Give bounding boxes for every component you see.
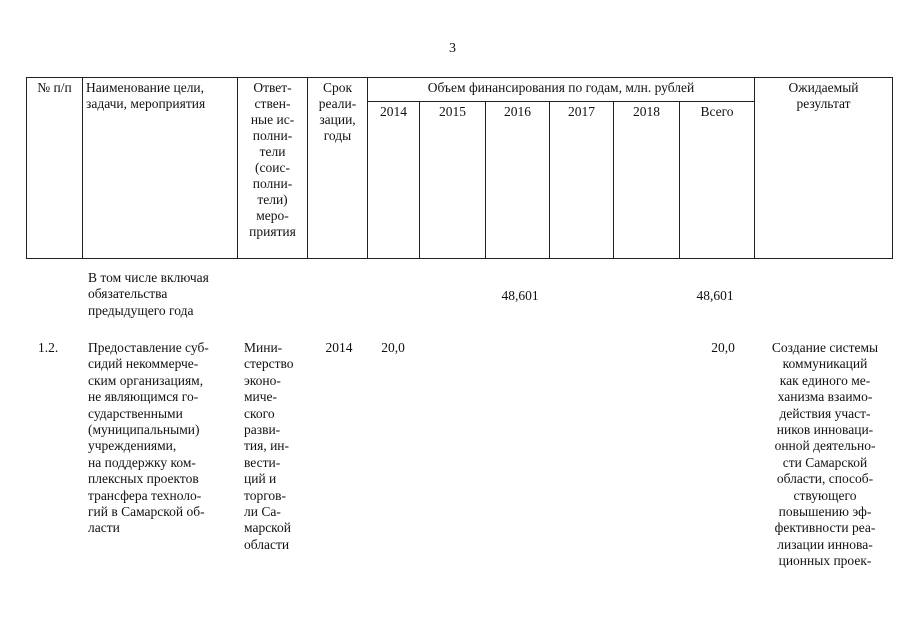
result-line: коммуникаций: [782, 356, 868, 372]
result-line: онной деятельно-: [774, 438, 876, 454]
result-line: лизации иннова-: [777, 536, 873, 552]
name-line: гий в Самарской об-: [88, 504, 205, 520]
header-responsible-line: тели): [257, 192, 288, 207]
header-responsible-line: меро-: [256, 208, 289, 223]
name-line: (муниципальными): [88, 422, 200, 438]
responsible-line: торгов-: [244, 487, 287, 503]
header-responsible-line: приятия: [249, 224, 296, 239]
row-1-2-period: 2014: [325, 340, 353, 355]
name-line: В том числе включая: [88, 270, 209, 285]
header-year-2015: 2015: [420, 102, 486, 259]
result-line: как единого ме-: [779, 372, 871, 388]
header-period-line: Срок: [322, 80, 353, 95]
header-num-text: № п/п: [37, 80, 72, 95]
name-line: трансфера техноло-: [88, 487, 202, 503]
name-line: предыдущего года: [88, 302, 194, 318]
program-table-header: [26, 77, 893, 259]
row-1-2-2014: 20,0: [381, 340, 405, 355]
header-name: Наименование цели, задачи, мероприятия: [83, 78, 238, 259]
header-period: [308, 78, 368, 259]
row-1-2-total: 20,0: [711, 340, 735, 355]
responsible-line: ли Са-: [244, 504, 281, 520]
row-1-2-num: 1.2.: [38, 340, 59, 355]
header-year-2016: 2016: [486, 102, 550, 259]
responsible-line: марской: [244, 520, 292, 536]
result-line: повышению эф-: [778, 504, 872, 520]
header-num: [27, 78, 83, 259]
name-line: ласти: [88, 520, 120, 536]
header-year-2018: 2018: [614, 102, 680, 259]
row-1-2-responsible: [244, 340, 308, 553]
result-line: Создание системы: [771, 340, 879, 355]
header-responsible-line: ствен-: [254, 96, 291, 111]
name-line: обязательства: [88, 286, 168, 302]
header-result-line: Ожидаемый: [788, 80, 859, 95]
page-number: 3: [449, 41, 456, 56]
result-line: действия участ-: [779, 405, 871, 421]
responsible-line: стерство: [244, 356, 294, 372]
result-line: ханизма взаимо-: [777, 389, 873, 405]
header-year-2017: 2017: [550, 102, 614, 259]
row-1-2-result: [758, 340, 892, 570]
name-line: сидий некоммерче-: [88, 356, 199, 372]
name-line: Предоставление суб-: [88, 340, 209, 355]
result-line: ников инноваци-: [776, 422, 874, 438]
responsible-line: области: [244, 536, 290, 552]
header-period-line: зации,: [319, 112, 356, 127]
responsible-line: тия, ин-: [244, 438, 290, 454]
result-line: фективности реа-: [774, 520, 876, 536]
header-responsible-line: (соис-: [255, 160, 290, 175]
header-result: [755, 78, 893, 259]
responsible-line: вести-: [244, 454, 281, 470]
name-line: на поддержку ком-: [88, 454, 196, 470]
row-including-obligations-2016: 48,601: [501, 288, 539, 303]
header-year-2014: 2014: [368, 102, 420, 259]
row-including-obligations-total: 48,601: [696, 288, 734, 303]
result-line: ционных проек-: [778, 553, 872, 569]
responsible-line: ского: [244, 405, 275, 421]
row-1-2-name: [88, 340, 248, 537]
header-responsible-line: полни-: [252, 176, 293, 191]
responsible-line: разви-: [244, 422, 281, 438]
name-line: не являющимся го-: [88, 389, 199, 405]
header-responsible-line: Ответ-: [253, 80, 292, 95]
result-line: области, способ-: [776, 471, 874, 487]
name-line: учреждениями,: [88, 438, 177, 454]
header-responsible-line: полни-: [252, 128, 293, 143]
header-funding: Объем финансирования по годам, млн. рублей: [368, 78, 755, 102]
header-period-line: реали-: [318, 96, 357, 111]
name-line: плексных проектов: [88, 471, 199, 487]
header-responsible: [238, 78, 308, 259]
responsible-line: эконо-: [244, 372, 281, 388]
responsible-line: ций и: [244, 471, 277, 487]
header-responsible-line: тели: [259, 144, 286, 159]
result-line: сти Самарской: [782, 454, 868, 470]
responsible-line: миче-: [244, 389, 278, 405]
responsible-line: Мини-: [244, 340, 283, 355]
header-responsible-line: ные ис-: [250, 112, 295, 127]
row-including-obligations-name: [88, 270, 248, 319]
header-result-line: результат: [796, 96, 851, 111]
name-line: ским организациям,: [88, 372, 204, 388]
header-period-line: годы: [323, 128, 352, 143]
result-line: ствующего: [793, 487, 857, 503]
header-total: Всего: [680, 102, 755, 259]
name-line: сударственными: [88, 405, 183, 421]
